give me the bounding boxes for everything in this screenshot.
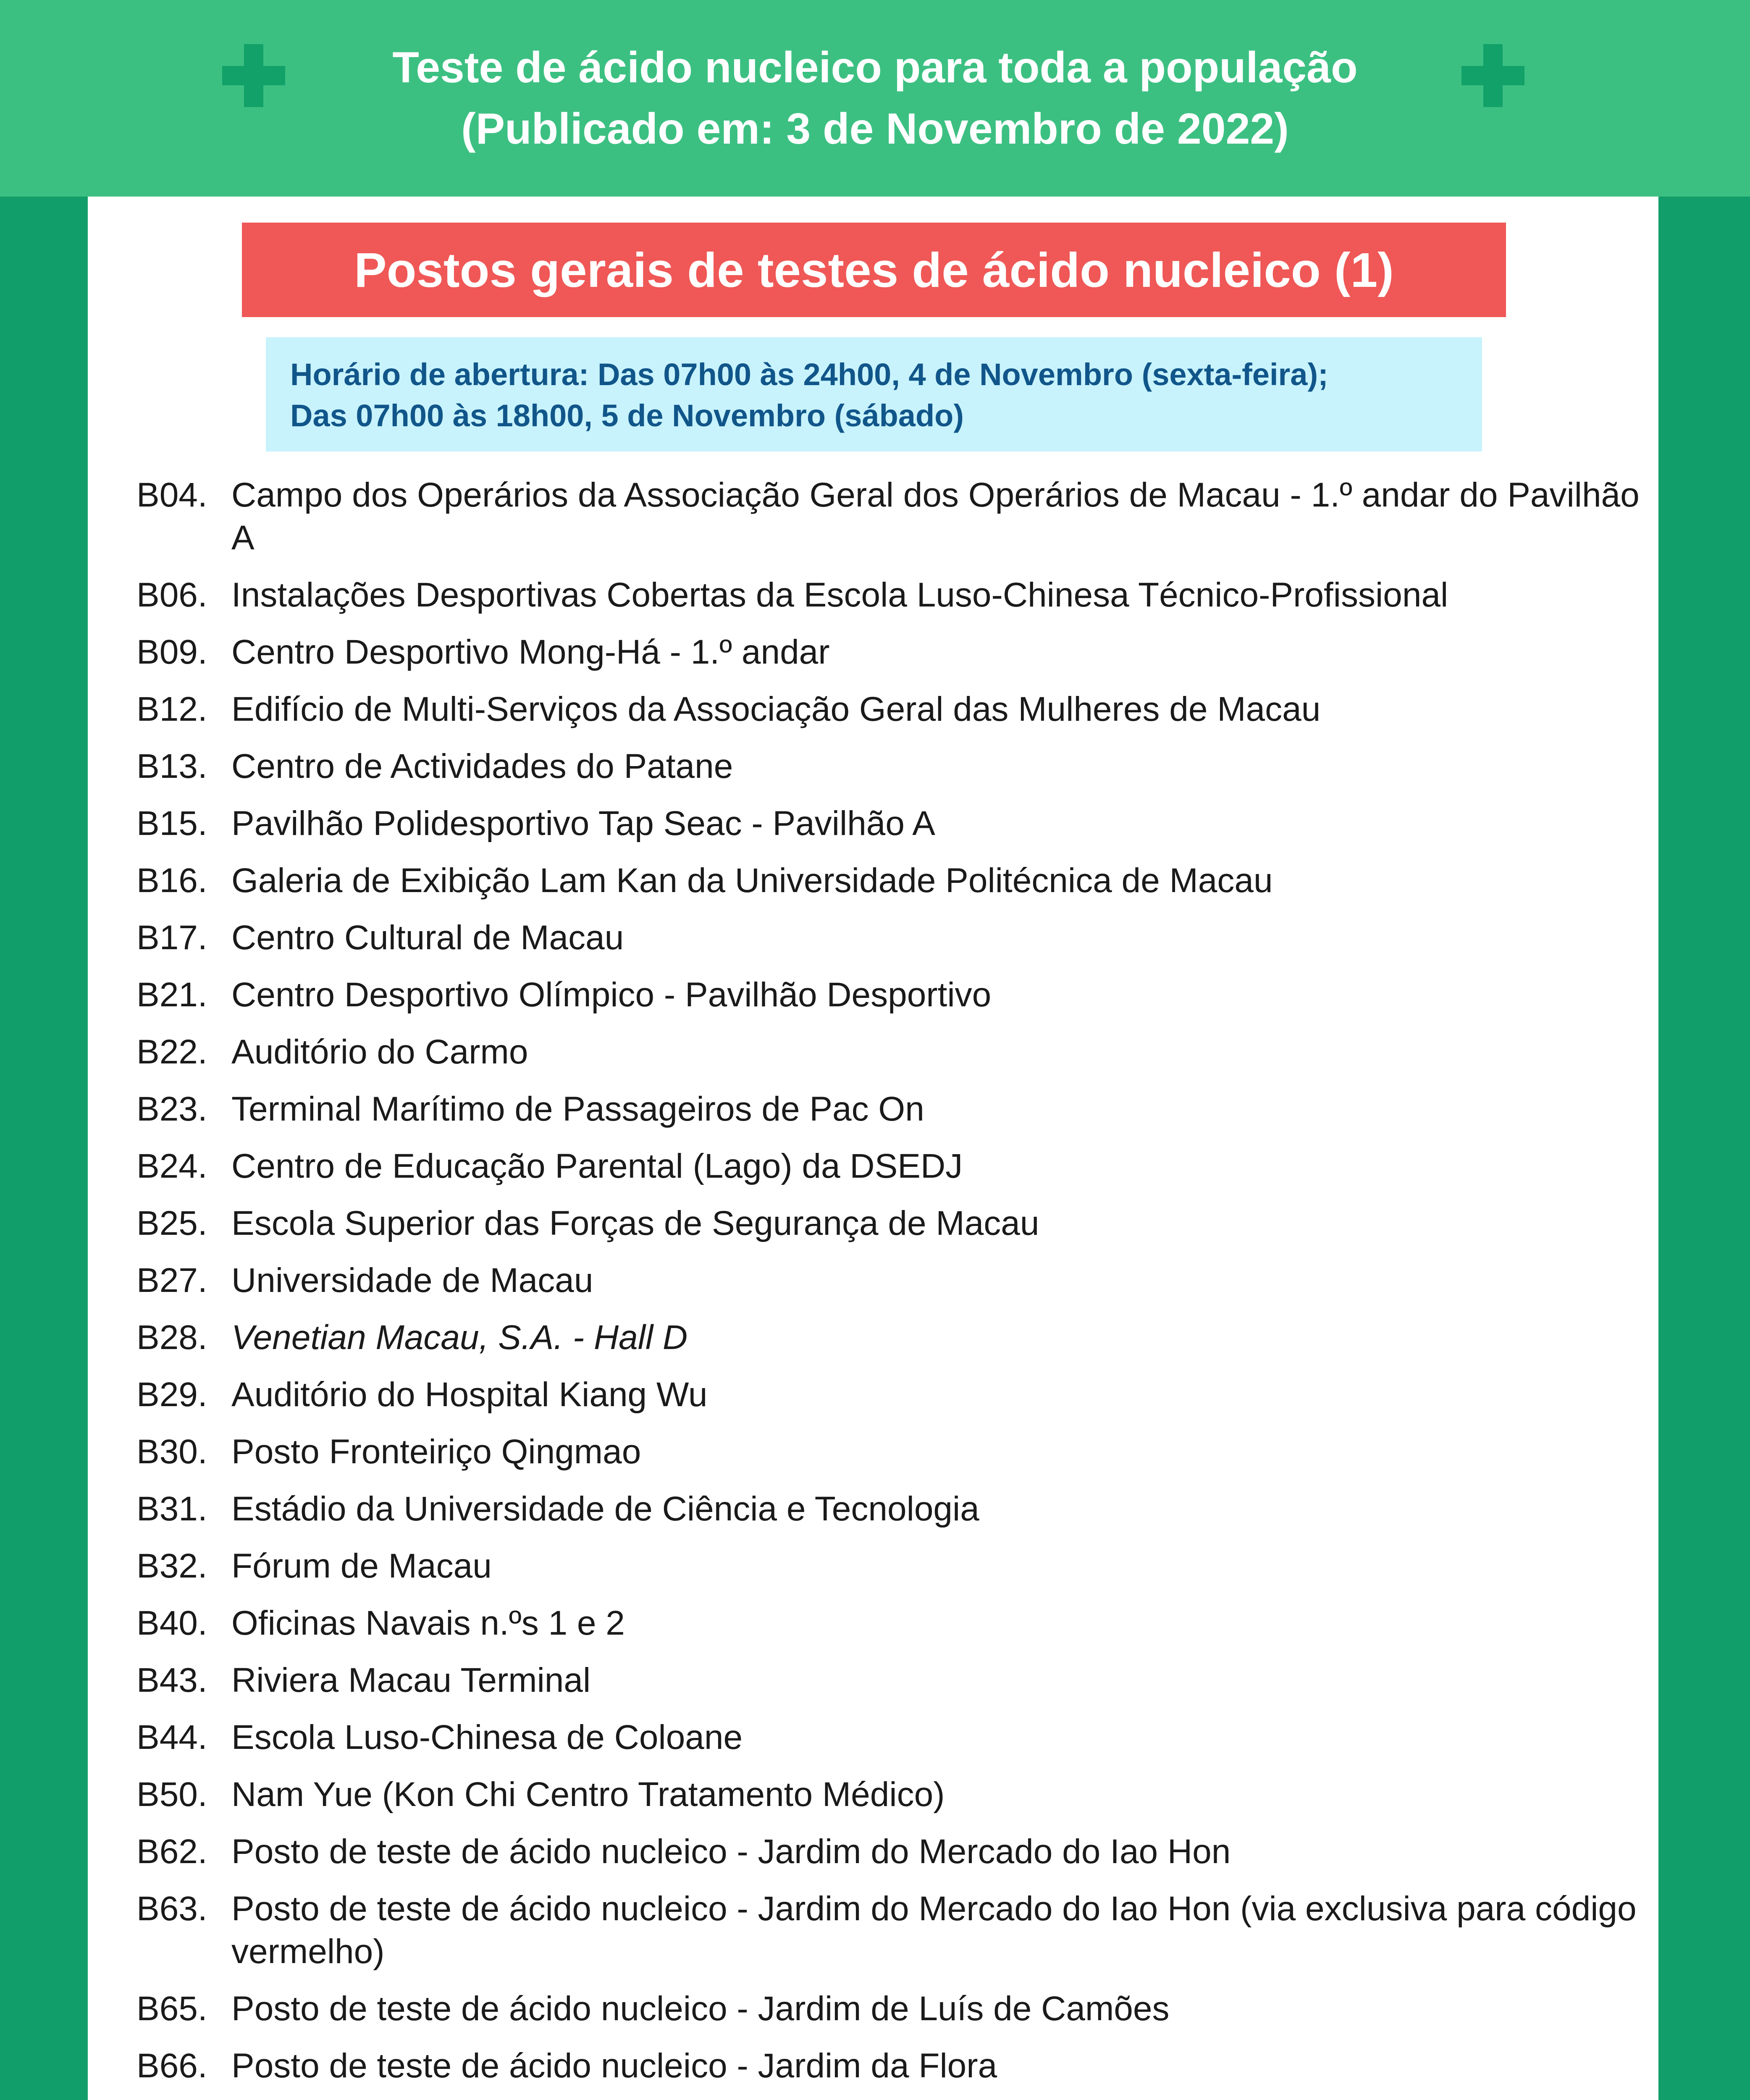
station-name: Centro Desportivo Mong-Há - 1.º andar — [231, 633, 830, 671]
section-title: Postos gerais de testes de ácido nucleico (1) — [242, 223, 1506, 317]
station-name: Estádio da Universidade de Ciência e Tecnologia — [231, 1490, 979, 1528]
station-name: Nam Yue (Kon Chi Centro Tratamento Médico) — [231, 1775, 945, 1814]
station-name: Posto de teste de ácido nucleico - Jardim da Flora — [231, 2047, 997, 2085]
station-name: Terminal Marítimo de Passageiros de Pac On — [231, 1090, 924, 1128]
list-item — [136, 916, 1640, 959]
list-item — [136, 1145, 1640, 1188]
station-code: B25. — [136, 1204, 207, 1242]
station-code: B06. — [136, 576, 207, 614]
station-name: Posto de teste de ácido nucleico - Jardim do Mercado do Iao Hon (via exclusiva para código vermelho) — [231, 1890, 1637, 1971]
station-name: Posto Fronteiriço Qingmao — [231, 1433, 641, 1471]
station-code: B66. — [136, 2047, 207, 2085]
station-name: Campo dos Operários da Associação Geral dos Operários de Macau - 1.º andar do Pavilhão A — [231, 476, 1640, 557]
list-item — [136, 745, 1640, 788]
station-code: B65. — [136, 1990, 207, 2028]
station-code: B32. — [136, 1547, 207, 1585]
station-code: B44. — [136, 1718, 207, 1756]
list-item — [136, 631, 1640, 674]
station-name: Posto de teste de ácido nucleico - Jardim de Luís de Camões — [231, 1990, 1170, 2028]
station-name: Escola Superior das Forças de Segurança de Macau — [231, 1204, 1039, 1242]
list-item — [136, 474, 1640, 559]
list-item — [136, 802, 1640, 845]
station-code: B50. — [136, 1775, 207, 1814]
station-name: Edifício de Multi-Serviços da Associação Geral das Mulheres de Macau — [231, 690, 1321, 728]
station-name: Auditório do Carmo — [231, 1033, 528, 1071]
list-item — [136, 2045, 1640, 2087]
station-name: Universidade de Macau — [231, 1261, 593, 1299]
station-code: B24. — [136, 1147, 207, 1185]
station-name: Centro Desportivo Olímpico - Pavilhão Desportivo — [231, 976, 992, 1014]
station-code: B13. — [136, 747, 207, 785]
list-item — [136, 859, 1640, 902]
list-item — [136, 574, 1640, 617]
opening-hours-box — [266, 337, 1482, 452]
list-item — [136, 1987, 1640, 2030]
list-item — [136, 974, 1640, 1016]
page-title — [392, 37, 1357, 160]
station-code: B23. — [136, 1090, 207, 1128]
page-title-line-1: Teste de ácido nucleico para toda a população — [392, 43, 1358, 92]
station-code: B12. — [136, 690, 207, 728]
station-code: B63. — [136, 1890, 207, 1928]
list-item — [136, 1488, 1640, 1530]
header-banner — [0, 0, 1750, 197]
station-code: B17. — [136, 919, 207, 957]
list-item — [136, 1202, 1640, 1245]
medical-cross-icon — [222, 44, 285, 107]
station-code: B29. — [136, 1376, 207, 1414]
station-code: B22. — [136, 1033, 207, 1071]
station-name: Posto de teste de ácido nucleico - Jardim do Mercado do Iao Hon — [231, 1832, 1231, 1871]
station-code: B21. — [136, 976, 207, 1014]
list-item — [136, 1887, 1640, 1973]
opening-hours-line-2: Das 07h00 às 18h00, 5 de Novembro (sábado) — [290, 398, 964, 433]
station-code: B04. — [136, 476, 207, 514]
medical-cross-icon — [1461, 44, 1524, 107]
list-item — [136, 1088, 1640, 1131]
station-name: Escola Luso-Chinesa de Coloane — [231, 1718, 743, 1756]
station-code: B31. — [136, 1490, 207, 1528]
list-item — [136, 1259, 1640, 1302]
station-name: Instalações Desportivas Cobertas da Escola Luso-Chinesa Técnico-Profissional — [231, 576, 1448, 614]
opening-hours-line-1: Horário de abertura: Das 07h00 às 24h00, 4 de Novembro (sexta-feira); — [290, 357, 1328, 392]
station-code: B43. — [136, 1661, 207, 1699]
list-item — [136, 1830, 1640, 1873]
list-item — [136, 1716, 1640, 1759]
list-item — [136, 1431, 1640, 1473]
station-code: B27. — [136, 1261, 207, 1299]
station-name: Galeria de Exibição Lam Kan da Universidade Politécnica de Macau — [231, 861, 1273, 900]
station-name: Pavilhão Polidesportivo Tap Seac - Pavilhão A — [231, 804, 935, 843]
list-item — [136, 688, 1640, 731]
list-item — [136, 1373, 1640, 1416]
station-code: B15. — [136, 804, 207, 843]
station-list — [136, 474, 1640, 2100]
station-code: B40. — [136, 1604, 207, 1642]
station-name: Centro de Actividades do Patane — [231, 747, 733, 785]
station-name: Centro Cultural de Macau — [231, 919, 624, 957]
station-name: Venetian Macau, S.A. - Hall D — [231, 1318, 688, 1357]
list-item — [136, 1545, 1640, 1588]
station-name: Oficinas Navais n.ºs 1 e 2 — [231, 1604, 625, 1642]
list-item — [136, 1773, 1640, 1816]
content-panel — [88, 197, 1658, 2100]
station-code: B30. — [136, 1433, 207, 1471]
list-item — [136, 1031, 1640, 1074]
station-code: B09. — [136, 633, 207, 671]
station-name: Centro de Educação Parental (Lago) da DSEDJ — [231, 1147, 963, 1185]
station-code: B16. — [136, 861, 207, 900]
list-item — [136, 1316, 1640, 1359]
page-title-line-2: (Publicado em: 3 de Novembro de 2022) — [461, 105, 1289, 153]
list-item — [136, 1602, 1640, 1645]
station-code: B62. — [136, 1832, 207, 1871]
station-code: B28. — [136, 1318, 207, 1357]
station-name: Fórum de Macau — [231, 1547, 492, 1585]
list-item — [136, 1659, 1640, 1702]
station-name: Riviera Macau Terminal — [231, 1661, 591, 1699]
station-name: Auditório do Hospital Kiang Wu — [231, 1376, 708, 1414]
